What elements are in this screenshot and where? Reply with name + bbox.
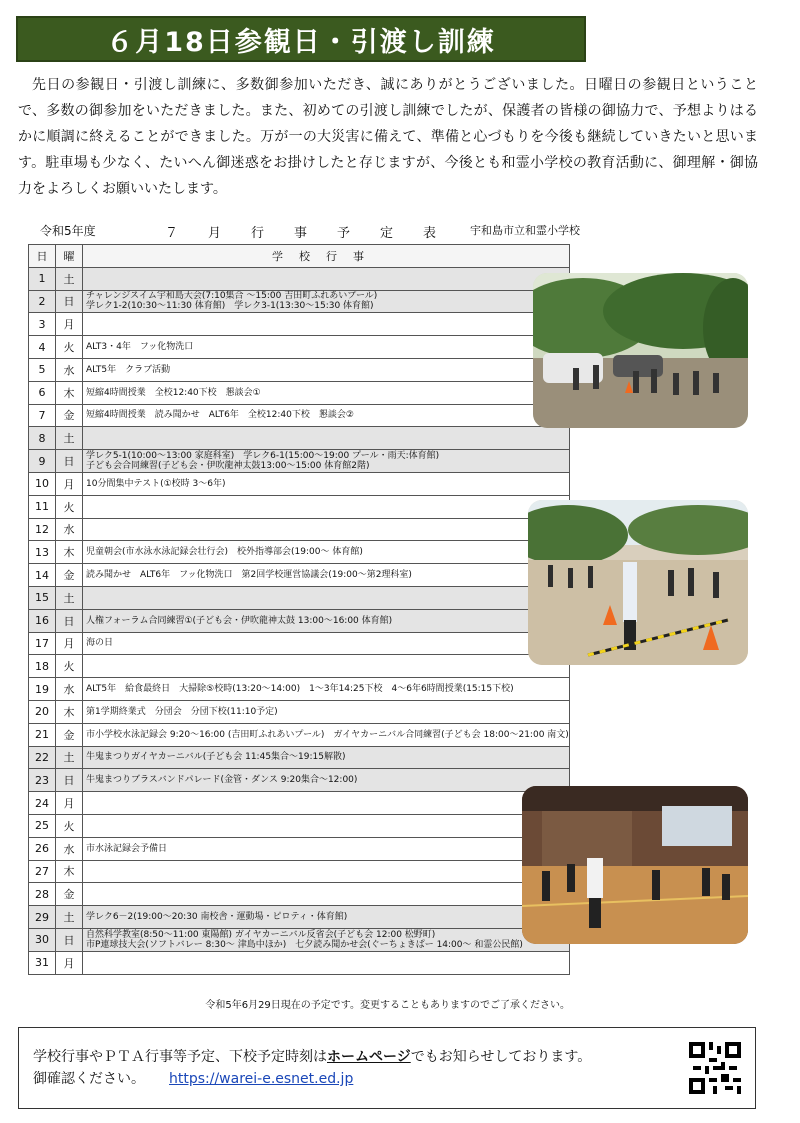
table-header-row [29, 245, 570, 268]
row-events [83, 586, 570, 609]
row-events: 市小学校水泳記録会 9:20～16:00 (吉田町ふれあいプール) ガイヤカーニバル合同練習(子ども会 18:00～21:00 南文) [83, 723, 570, 746]
table-row [29, 792, 570, 815]
table-row [29, 678, 570, 701]
school-name: 宇和島市立和霊小学校 [470, 224, 580, 237]
handover-drill-photo [528, 500, 748, 665]
notice-line1-prefix: 学校行事やＰＴＡ行事等予定、下校予定時刻は [33, 1049, 327, 1065]
row-day: 27 [29, 860, 56, 883]
row-day: 26 [29, 837, 56, 860]
schedule-table [28, 244, 570, 975]
table-row [29, 290, 570, 313]
row-weekday: 土 [56, 746, 83, 769]
row-day: 18 [29, 655, 56, 678]
row-weekday: 金 [56, 404, 83, 427]
row-day: 9 [29, 450, 56, 473]
table-row [29, 518, 570, 541]
homepage-link[interactable]: ホームページ [327, 1049, 411, 1065]
intro-text [18, 72, 758, 202]
row-weekday: 金 [56, 564, 83, 587]
table-row [29, 313, 570, 336]
row-day: 19 [29, 678, 56, 701]
row-events [83, 655, 570, 678]
row-day: 10 [29, 472, 56, 495]
row-day: 5 [29, 358, 56, 381]
row-events: 児童朝会(市水泳水泳記録会壮行会) 校外指導部会(19:00～ 体育館) [83, 541, 570, 564]
school-url-link[interactable]: https://warei-e.esnet.ed.jp [169, 1071, 354, 1087]
row-events: ALT5年 クラブ活動 [83, 358, 570, 381]
row-day: 22 [29, 746, 56, 769]
row-events [83, 951, 570, 974]
table-row [29, 769, 570, 792]
row-events: 学レク6－2(19:00～20:30 南校舎・運動場・ピロティ・体育館) [83, 906, 570, 929]
table-row [29, 495, 570, 518]
row-weekday: 日 [56, 290, 83, 313]
row-weekday: 木 [56, 700, 83, 723]
row-weekday: 日 [56, 928, 83, 951]
table-row [29, 358, 570, 381]
row-weekday: 木 [56, 381, 83, 404]
row-day: 25 [29, 814, 56, 837]
table-row [29, 450, 570, 473]
row-events [83, 267, 570, 290]
header-day: 日 [29, 245, 56, 268]
row-weekday: 火 [56, 495, 83, 518]
row-day: 30 [29, 928, 56, 951]
table-row [29, 586, 570, 609]
row-day: 23 [29, 769, 56, 792]
row-weekday: 水 [56, 358, 83, 381]
row-day: 7 [29, 404, 56, 427]
table-row [29, 267, 570, 290]
schedule-title: ７月行事予定表 [165, 226, 467, 241]
row-weekday: 木 [56, 860, 83, 883]
row-weekday: 水 [56, 837, 83, 860]
page-title: ６月18日参観日・引渡し訓練 [106, 26, 496, 58]
row-events: 人権フォーラム合同練習①(子ども会・伊吹龍神太鼓 13:00～16:00 体育館) [83, 609, 570, 632]
row-weekday: 水 [56, 518, 83, 541]
school-grounds-photo [533, 273, 748, 428]
row-events: 短縮4時間授業 読み聞かせ ALT6年 全校12:40下校 懇談会② [83, 404, 570, 427]
row-day: 11 [29, 495, 56, 518]
table-row [29, 632, 570, 655]
schedule-footnote: 令和5年6月29日現在の予定です。変更することもありますのでご了承ください。 [205, 1000, 570, 1011]
row-day: 4 [29, 336, 56, 359]
table-row [29, 928, 570, 951]
schedule-era: 令和5年度 [40, 224, 96, 238]
table-row [29, 860, 570, 883]
row-weekday: 月 [56, 313, 83, 336]
row-day: 17 [29, 632, 56, 655]
table-row [29, 723, 570, 746]
row-events: チャレンジスイム宇和島大会(7:10集合 ～15:00 吉田町ふれあいプール) 学レク1-2(10:30～11:30 体育館) 学レク3-1(13:30～15:30 体育館) [83, 290, 570, 313]
row-weekday: 日 [56, 609, 83, 632]
row-events: 市水泳記録会予備日 [83, 837, 570, 860]
table-row [29, 609, 570, 632]
row-events [83, 313, 570, 336]
row-day: 8 [29, 427, 56, 450]
title-banner [16, 16, 586, 62]
row-weekday: 月 [56, 792, 83, 815]
schedule-heading [40, 222, 580, 240]
row-events: 第1学期終業式 分団会 分団下校(11:10予定) [83, 700, 570, 723]
intro-paragraph: 先日の参観日・引渡し訓練に、多数御参加いただき、誠にありがとうございました。日曜日の参観日ということで、多数の御参加をいただきました。また、初めての引渡し訓練でしたが、保護者の皆様の御協力で、予想よりはるかに順調に終えることができました。万が一の大災害に備えて、準備と心づもりを今後も継続していきたいと思います。駐車場も少なく、たいへん御迷惑をお掛けしたと存じますが、今後とも和霊小学校の教育活動に、御理解・御協力をよろしくお願いいたします。 [18, 77, 758, 197]
row-day: 6 [29, 381, 56, 404]
header-weekday: 曜 [56, 245, 83, 268]
row-events: 海の日 [83, 632, 570, 655]
row-events: ALT3・4年 フッ化物洗口 [83, 336, 570, 359]
notice-text [33, 1046, 591, 1090]
table-row [29, 951, 570, 974]
row-events [83, 792, 570, 815]
row-events [83, 860, 570, 883]
row-events [83, 427, 570, 450]
row-events [83, 814, 570, 837]
row-day: 28 [29, 883, 56, 906]
row-events [83, 495, 570, 518]
table-row [29, 814, 570, 837]
row-weekday: 月 [56, 472, 83, 495]
row-events: 牛鬼まつりガイヤカーニバル(子ども会 11:45集合～19:15解散) [83, 746, 570, 769]
table-row [29, 883, 570, 906]
row-weekday: 水 [56, 678, 83, 701]
row-events [83, 518, 570, 541]
row-weekday: 火 [56, 814, 83, 837]
row-events: 学レク5-1(10:00～13:00 家庭科室) 学レク6-1(15:00～19:00 プール・雨天:体育館) 子ども会合同練習(子ども会・伊吹龍神太鼓13:00～15:00 体育館2階) [83, 450, 570, 473]
table-row [29, 472, 570, 495]
row-events: 牛鬼まつりブラスバンドパレード(金管・ダンス 9:20集合～12:00) [83, 769, 570, 792]
notice-line2: 御確認ください。 [33, 1071, 145, 1087]
row-weekday: 日 [56, 769, 83, 792]
row-events: ALT5年 給食最終日 大掃除⑤校時(13:20～14:00) 1～3年14:25下校 4～6年6時間授業(15:15下校) [83, 678, 570, 701]
table-row [29, 404, 570, 427]
row-weekday: 月 [56, 632, 83, 655]
row-weekday: 金 [56, 723, 83, 746]
table-row [29, 427, 570, 450]
table-row [29, 336, 570, 359]
row-weekday: 火 [56, 336, 83, 359]
row-events: 読み聞かせ ALT6年 フッ化物洗口 第2回学校運営協議会(19:00～第2理科室) [83, 564, 570, 587]
row-weekday: 土 [56, 906, 83, 929]
table-row [29, 746, 570, 769]
row-weekday: 土 [56, 427, 83, 450]
notice-line1-suffix: でもお知らせしております。 [410, 1049, 592, 1065]
row-weekday: 土 [56, 267, 83, 290]
table-row [29, 700, 570, 723]
table-row [29, 655, 570, 678]
row-weekday: 火 [56, 655, 83, 678]
table-row [29, 541, 570, 564]
row-day: 21 [29, 723, 56, 746]
table-row [29, 381, 570, 404]
table-row [29, 564, 570, 587]
row-day: 29 [29, 906, 56, 929]
row-day: 20 [29, 700, 56, 723]
gymnasium-photo [522, 786, 748, 944]
header-events: 学校行事 [83, 245, 570, 268]
row-day: 1 [29, 267, 56, 290]
table-row [29, 906, 570, 929]
table-row [29, 837, 570, 860]
row-weekday: 日 [56, 450, 83, 473]
row-day: 16 [29, 609, 56, 632]
qr-code[interactable] [689, 1042, 741, 1094]
row-weekday: 木 [56, 541, 83, 564]
row-events: 自然科学教室(8:50～11:00 東陽館) ガイヤカーニバル反省会(子ども会 12:00 松野町) 市P連球技大会(ソフトバレー 8:30～ 津島中ほか) 七夕読み聞かせ会(ぐーちょきぱー 14:00～ 和霊公民館) [83, 928, 570, 951]
notice-box [18, 1027, 756, 1109]
row-day: 14 [29, 564, 56, 587]
row-day: 2 [29, 290, 56, 313]
row-day: 15 [29, 586, 56, 609]
row-day: 31 [29, 951, 56, 974]
row-day: 13 [29, 541, 56, 564]
row-weekday: 土 [56, 586, 83, 609]
row-day: 3 [29, 313, 56, 336]
row-weekday: 月 [56, 951, 83, 974]
row-events: 10分間集中テスト(①校時 3～6年) [83, 472, 570, 495]
row-day: 24 [29, 792, 56, 815]
row-day: 12 [29, 518, 56, 541]
row-events [83, 883, 570, 906]
row-events: 短縮4時間授業 全校12:40下校 懇談会① [83, 381, 570, 404]
row-weekday: 金 [56, 883, 83, 906]
